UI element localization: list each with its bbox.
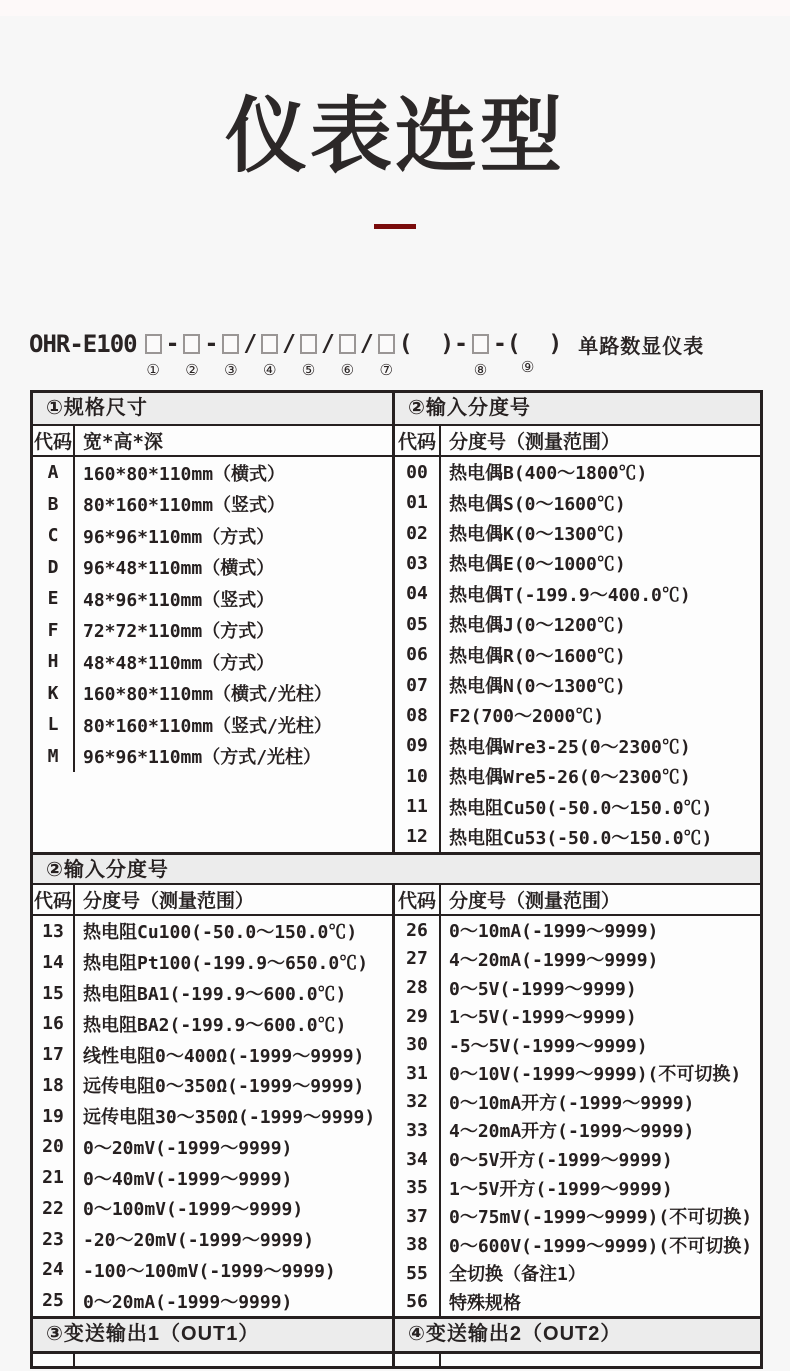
row-desc: -5～5V(-1999～9999) bbox=[449, 1035, 648, 1057]
row-desc: 1～5V开方(-1999～9999) bbox=[449, 1178, 673, 1200]
section-outputs bbox=[33, 1316, 760, 1354]
row-desc: 4～20mA(-1999～9999) bbox=[449, 949, 659, 971]
row-code: 11 bbox=[395, 791, 441, 821]
model-code-token bbox=[378, 334, 395, 380]
cutoff-row bbox=[33, 1354, 760, 1366]
table-row bbox=[33, 1131, 392, 1162]
table-row bbox=[33, 489, 392, 521]
out2-section-header: ④变送输出2（OUT2） bbox=[395, 1319, 760, 1351]
option-code-box bbox=[300, 334, 317, 354]
table-row bbox=[395, 487, 760, 517]
row-desc: 96*48*110mm（横式） bbox=[83, 558, 275, 580]
position-number-label: ④ bbox=[262, 362, 277, 380]
row-code: 16 bbox=[33, 1008, 75, 1039]
table-row bbox=[395, 700, 760, 730]
row-desc: 72*72*110mm（方式） bbox=[83, 621, 275, 643]
row-desc: 160*80*110mm（横式/光柱） bbox=[83, 684, 332, 706]
row-code: 04 bbox=[395, 579, 441, 609]
row-desc: 0～100mV(-1999～9999) bbox=[83, 1199, 304, 1221]
row-desc: 0～75mV(-1999～9999)(不可切换) bbox=[449, 1207, 753, 1229]
top-band bbox=[0, 0, 790, 16]
option-code-box bbox=[222, 334, 239, 354]
table-row bbox=[33, 916, 392, 947]
input-b-left-rows bbox=[33, 916, 392, 1316]
code-column-header: 代码 bbox=[395, 426, 441, 455]
row-code: 17 bbox=[33, 1039, 75, 1070]
model-code-token bbox=[29, 330, 141, 358]
row-desc: 热电阻BA1(-199.9～600.0℃) bbox=[83, 984, 347, 1005]
row-code: 08 bbox=[395, 700, 441, 730]
row-desc: 80*160*110mm（竖式/光柱） bbox=[83, 715, 332, 737]
row-desc: -100～100mV(-1999～9999) bbox=[83, 1260, 336, 1282]
model-code-text: / bbox=[321, 331, 335, 358]
table-row bbox=[395, 822, 760, 852]
table-row bbox=[395, 609, 760, 639]
row-desc: 线性电阻0～400Ω(-1999～9999) bbox=[83, 1045, 365, 1067]
model-code-token bbox=[300, 334, 317, 380]
table-row bbox=[395, 1202, 760, 1231]
table-row bbox=[33, 457, 392, 489]
row-desc: 0～10mA(-1999～9999) bbox=[449, 921, 659, 943]
model-code-token bbox=[472, 334, 489, 380]
model-code-token bbox=[321, 331, 335, 357]
row-desc: 远传电阻0～350Ω(-1999～9999) bbox=[83, 1076, 365, 1098]
table-row bbox=[33, 978, 392, 1009]
position-number-label: ⑤ bbox=[301, 362, 316, 380]
desc-column-header: 分度号（测量范围） bbox=[449, 890, 621, 913]
input-b-right-column-header bbox=[395, 885, 760, 916]
row-desc: 热电偶S(0～1600℃) bbox=[449, 493, 626, 515]
input-table-b-left bbox=[33, 885, 395, 1316]
row-code: 21 bbox=[33, 1162, 75, 1193]
table-row bbox=[395, 791, 760, 821]
section-spec-and-input bbox=[33, 393, 760, 852]
row-code: 31 bbox=[395, 1059, 441, 1088]
model-code-line bbox=[27, 330, 790, 380]
position-number-label: ⑥ bbox=[340, 362, 355, 380]
table-row bbox=[33, 1101, 392, 1132]
code-column-header: 代码 bbox=[395, 885, 441, 914]
model-code-text: ( )- bbox=[398, 331, 468, 358]
position-number-label: ② bbox=[185, 362, 199, 380]
row-code: 33 bbox=[395, 1116, 441, 1145]
row-code: 07 bbox=[395, 670, 441, 700]
spec-column-header bbox=[33, 426, 392, 457]
row-code: 14 bbox=[33, 947, 75, 978]
row-code: 30 bbox=[395, 1030, 441, 1059]
model-code-token bbox=[166, 331, 180, 357]
row-code: B bbox=[33, 489, 75, 521]
row-code: 03 bbox=[395, 548, 441, 578]
row-code: C bbox=[33, 520, 75, 552]
row-desc: 160*80*110mm（横式） bbox=[83, 463, 286, 485]
row-code: 35 bbox=[395, 1173, 441, 1202]
row-desc: 4～20mA开方(-1999～9999) bbox=[449, 1121, 695, 1143]
table-row bbox=[395, 1088, 760, 1117]
row-code: K bbox=[33, 678, 75, 710]
input-table-a bbox=[395, 393, 760, 852]
row-desc: 48*48*110mm（方式） bbox=[83, 652, 275, 674]
position-number-label: ① bbox=[146, 362, 160, 380]
row-desc: 0～40mV(-1999～9999) bbox=[83, 1168, 293, 1190]
table-row bbox=[395, 579, 760, 609]
row-desc: 0～10V(-1999～9999)(不可切换) bbox=[449, 1064, 742, 1086]
model-code-text: / bbox=[359, 331, 374, 358]
row-desc: 热电偶N(0～1300℃) bbox=[449, 676, 626, 698]
table-row bbox=[33, 947, 392, 978]
input-table-b-right bbox=[395, 885, 760, 1316]
row-desc: 96*96*110mm（方式） bbox=[83, 526, 275, 548]
model-code-token bbox=[243, 331, 257, 357]
code-column-header: 代码 bbox=[33, 426, 75, 455]
option-code-box bbox=[339, 334, 356, 354]
spec-section-header: ①规格尺寸 bbox=[33, 393, 392, 426]
row-desc: 0～20mV(-1999～9999) bbox=[83, 1137, 293, 1159]
row-code: 05 bbox=[395, 609, 441, 639]
model-code-text: OHR-E100 bbox=[29, 330, 137, 359]
input-a-section-header: ②输入分度号 bbox=[395, 393, 760, 426]
input-a-column-header bbox=[395, 426, 760, 457]
model-code-text: 单路数显仪表 bbox=[578, 335, 705, 358]
table-row bbox=[395, 1059, 760, 1088]
input-b-left-column-header bbox=[33, 885, 392, 916]
row-desc: 0～5V(-1999～9999) bbox=[449, 978, 637, 1000]
position-number-label: ⑦ bbox=[379, 362, 393, 380]
row-desc: 热电偶Wre3-25(0～2300℃) bbox=[449, 736, 691, 758]
row-desc: F2(700～2000℃) bbox=[449, 706, 605, 728]
table-row bbox=[33, 1070, 392, 1101]
model-code-token bbox=[204, 331, 218, 357]
table-row bbox=[33, 1255, 392, 1286]
model-code-token bbox=[399, 331, 468, 357]
table-row bbox=[33, 678, 392, 710]
row-desc: 热电偶J(0～1200℃) bbox=[449, 615, 626, 637]
row-desc: 远传电阻30～350Ω(-1999～9999) bbox=[83, 1107, 376, 1129]
row-desc: -20～20mV(-1999～9999) bbox=[83, 1230, 315, 1252]
table-row bbox=[395, 1030, 760, 1059]
table-row bbox=[395, 945, 760, 974]
table-row bbox=[33, 520, 392, 552]
row-code: 27 bbox=[395, 945, 441, 974]
model-code-text: - bbox=[204, 331, 219, 358]
table-row bbox=[395, 1173, 760, 1202]
out1-section-header: ③变送输出1（OUT1） bbox=[33, 1319, 395, 1351]
row-desc: 0～10mA开方(-1999～9999) bbox=[449, 1092, 695, 1114]
table-row bbox=[33, 583, 392, 615]
row-code: 13 bbox=[33, 916, 75, 947]
row-code: 19 bbox=[33, 1101, 75, 1132]
model-code-token bbox=[493, 331, 563, 377]
row-code: 23 bbox=[33, 1224, 75, 1255]
row-code: 00 bbox=[395, 457, 441, 487]
row-desc: 热电偶T(-199.9～400.0℃) bbox=[449, 584, 691, 606]
title-underline-dash bbox=[374, 224, 416, 229]
row-desc: 热电阻Cu53(-50.0～150.0℃) bbox=[449, 827, 713, 849]
table-row bbox=[395, 518, 760, 548]
row-desc: 热电偶B(400～1800℃) bbox=[449, 463, 648, 485]
row-code: 06 bbox=[395, 639, 441, 669]
table-row bbox=[395, 973, 760, 1002]
model-code-token bbox=[282, 331, 296, 357]
model-code-text: / bbox=[282, 331, 297, 358]
row-code: 56 bbox=[395, 1288, 441, 1317]
row-code: 01 bbox=[395, 487, 441, 517]
row-code: 34 bbox=[395, 1145, 441, 1174]
option-code-box bbox=[472, 334, 489, 354]
table-row bbox=[395, 1230, 760, 1259]
table-row bbox=[33, 552, 392, 584]
row-code: F bbox=[33, 615, 75, 647]
input-b-right-rows bbox=[395, 916, 760, 1316]
table-row bbox=[33, 741, 392, 773]
model-code-text: - bbox=[165, 331, 180, 358]
row-desc: 80*160*110mm（竖式） bbox=[83, 495, 286, 517]
row-desc: 96*96*110mm（方式/光柱） bbox=[83, 747, 322, 769]
row-desc: 热电偶Wre5-26(0～2300℃) bbox=[449, 767, 691, 789]
row-code: 24 bbox=[33, 1255, 75, 1286]
row-code: 55 bbox=[395, 1259, 441, 1288]
row-code: 22 bbox=[33, 1193, 75, 1224]
row-code: 09 bbox=[395, 731, 441, 761]
row-code: 32 bbox=[395, 1088, 441, 1117]
desc-column-header: 分度号（测量范围） bbox=[83, 890, 255, 913]
desc-column-header: 分度号（测量范围） bbox=[449, 431, 621, 454]
row-code: 38 bbox=[395, 1230, 441, 1259]
row-desc: 热电阻Pt100(-199.9～650.0℃) bbox=[83, 953, 369, 975]
row-desc: 热电偶R(0～1600℃) bbox=[449, 645, 626, 667]
model-code-token bbox=[566, 330, 704, 359]
row-code: 02 bbox=[395, 518, 441, 548]
row-desc: 热电阻Cu100(-50.0～150.0℃) bbox=[83, 922, 358, 944]
model-code-token bbox=[145, 334, 162, 380]
table-row bbox=[33, 646, 392, 678]
table-row bbox=[395, 1002, 760, 1031]
table-row bbox=[33, 1039, 392, 1070]
row-code: 12 bbox=[395, 822, 441, 852]
table-row bbox=[33, 709, 392, 741]
table-row bbox=[395, 1259, 760, 1288]
table-row bbox=[33, 615, 392, 647]
table-row bbox=[395, 548, 760, 578]
row-desc: 热电阻Cu50(-50.0～150.0℃) bbox=[449, 797, 713, 819]
row-desc: 热电阻BA2(-199.9～600.0℃) bbox=[83, 1014, 347, 1036]
table-row bbox=[395, 1145, 760, 1174]
row-code: 20 bbox=[33, 1131, 75, 1162]
row-desc: 1～5V(-1999～9999) bbox=[449, 1007, 637, 1029]
position-number-label: ⑨ bbox=[520, 359, 535, 377]
row-desc: 0～5V开方(-1999～9999) bbox=[449, 1150, 673, 1171]
table-row bbox=[395, 731, 760, 761]
row-code: 15 bbox=[33, 978, 75, 1009]
row-code: 29 bbox=[395, 1002, 441, 1031]
model-code-token bbox=[339, 334, 356, 380]
spec-table bbox=[33, 393, 395, 852]
row-code: 18 bbox=[33, 1070, 75, 1101]
table-row bbox=[33, 1193, 392, 1224]
row-code: 10 bbox=[395, 761, 441, 791]
table-row bbox=[395, 457, 760, 487]
option-code-box bbox=[183, 334, 200, 354]
row-code: 26 bbox=[395, 916, 441, 945]
model-code-token bbox=[261, 334, 278, 380]
table-row bbox=[395, 1116, 760, 1145]
section-input-b bbox=[33, 885, 760, 1316]
code-column-header: 代码 bbox=[33, 885, 75, 914]
option-code-box bbox=[378, 334, 395, 354]
input-b-section-header: ②输入分度号 bbox=[33, 852, 760, 885]
row-code: A bbox=[33, 457, 75, 489]
row-desc: 热电偶K(0～1300℃) bbox=[449, 524, 626, 546]
input-a-rows bbox=[395, 457, 760, 852]
row-code: H bbox=[33, 646, 75, 678]
table-row bbox=[33, 1224, 392, 1255]
model-code-token bbox=[183, 334, 200, 380]
table-row bbox=[33, 1162, 392, 1193]
selection-table bbox=[30, 390, 763, 1369]
table-row bbox=[33, 1008, 392, 1039]
row-code: L bbox=[33, 709, 75, 741]
model-code-text: / bbox=[243, 331, 258, 358]
model-code-text: -( ) bbox=[493, 331, 563, 358]
row-desc: 48*96*110mm（竖式） bbox=[83, 589, 275, 611]
row-code: E bbox=[33, 583, 75, 615]
row-code: 25 bbox=[33, 1285, 75, 1316]
spec-rows bbox=[33, 457, 392, 852]
model-code-token bbox=[222, 334, 239, 380]
row-code: D bbox=[33, 552, 75, 584]
table-row bbox=[33, 1285, 392, 1316]
table-row bbox=[395, 670, 760, 700]
row-code: 37 bbox=[395, 1202, 441, 1231]
row-code: M bbox=[33, 741, 75, 773]
page-title: 仪表选型 bbox=[224, 91, 565, 182]
table-row bbox=[395, 916, 760, 945]
row-desc: 全切换（备注1） bbox=[449, 1264, 586, 1286]
row-desc: 0～600V(-1999～9999)(不可切换) bbox=[449, 1235, 753, 1257]
option-code-box bbox=[145, 334, 162, 354]
table-row bbox=[395, 1288, 760, 1317]
table-row bbox=[395, 761, 760, 791]
position-number-label: ③ bbox=[224, 362, 238, 380]
desc-column-header: 宽*高*深 bbox=[83, 431, 163, 454]
row-desc: 0～20mA(-1999～9999) bbox=[83, 1291, 293, 1313]
table-row bbox=[395, 639, 760, 669]
model-code-token bbox=[360, 331, 374, 357]
option-code-box bbox=[261, 334, 278, 354]
row-desc: 特殊规格 bbox=[449, 1292, 521, 1314]
position-number-label: ⑧ bbox=[473, 362, 488, 380]
row-desc: 热电偶E(0～1000℃) bbox=[449, 554, 626, 576]
row-code: 28 bbox=[395, 973, 441, 1002]
